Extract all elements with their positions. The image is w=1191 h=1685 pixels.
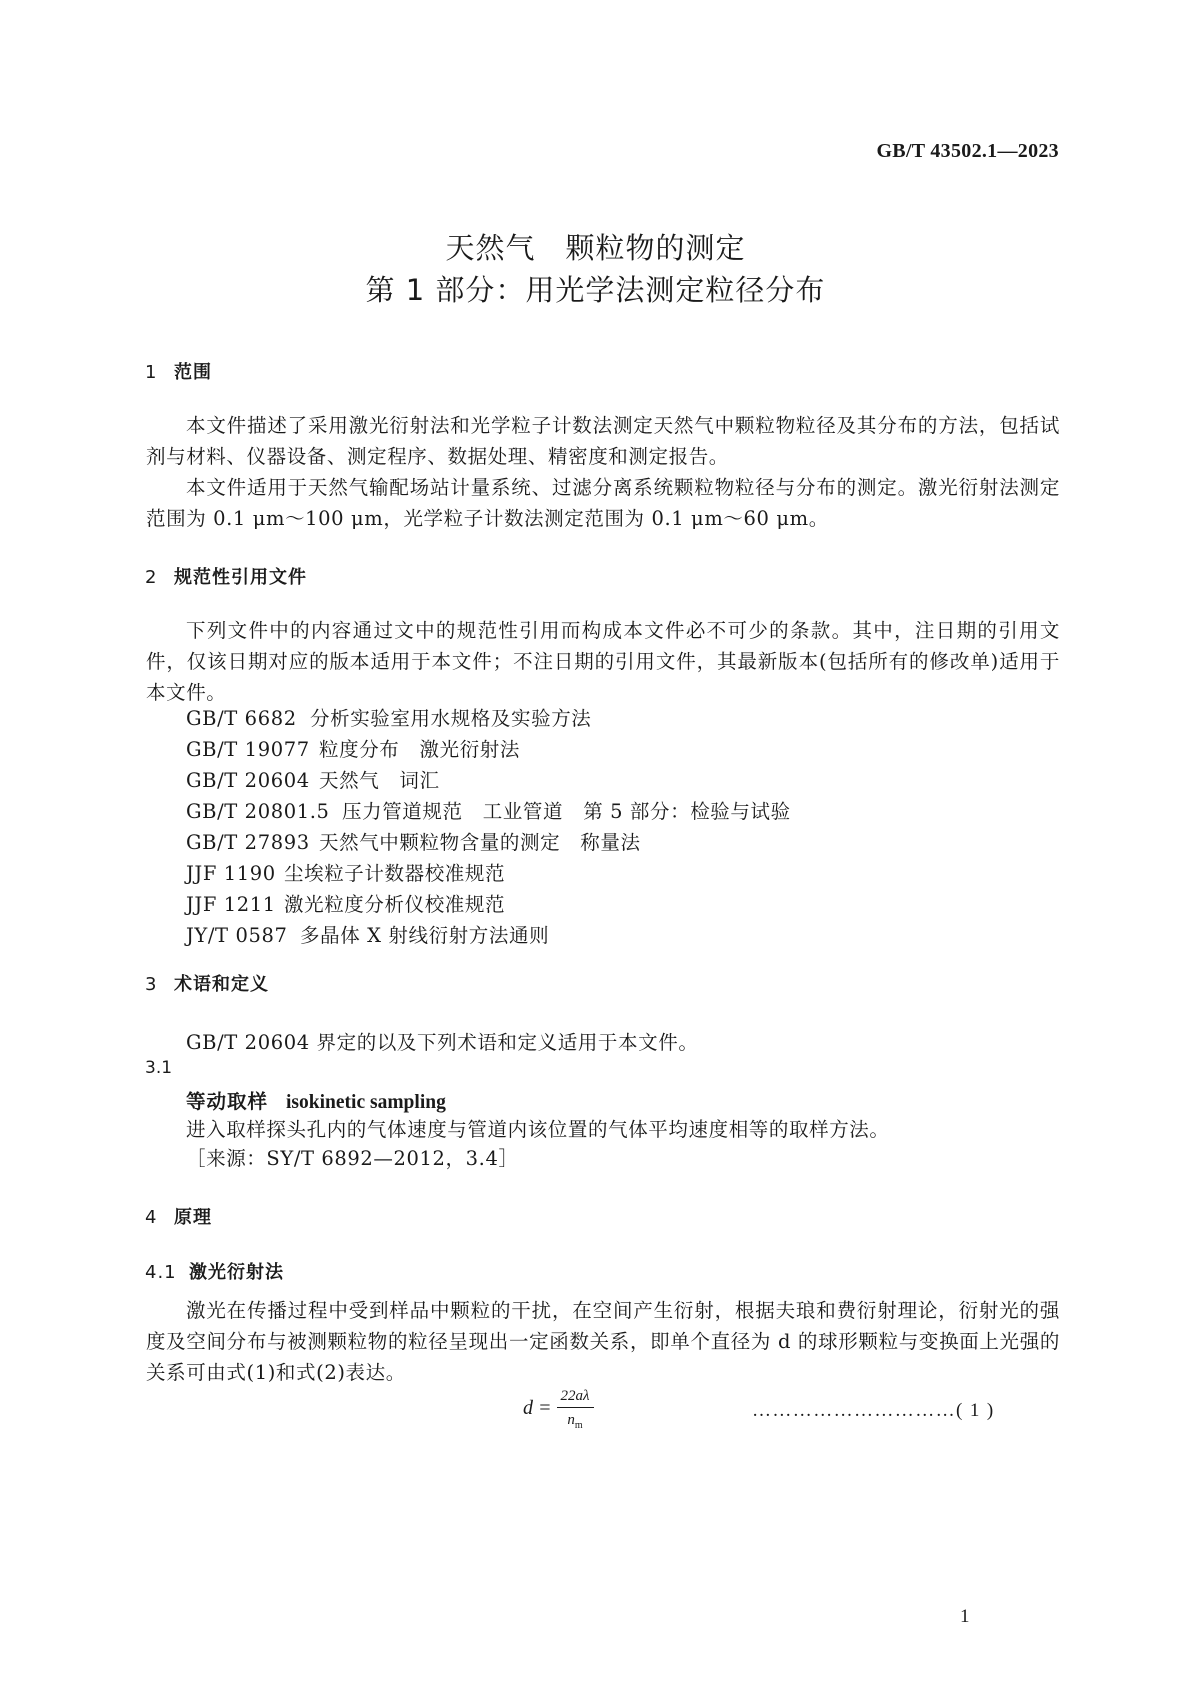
section-1-body	[146, 410, 1060, 534]
section-title: 原理	[174, 1207, 212, 1228]
reference-code: GB/T 19077	[186, 738, 310, 761]
leader-dots: …………………………	[752, 1400, 956, 1421]
formula-denominator-subscript: m	[574, 1420, 583, 1431]
formula-denominator: $n_m$	[567, 1412, 583, 1431]
section-title: 规范性引用文件	[174, 567, 307, 588]
term-english: isokinetic sampling	[286, 1092, 446, 1113]
section-number: 4	[145, 1207, 158, 1228]
reference-code: JJF 1211	[186, 893, 276, 916]
paragraph: 激光在传播过程中受到样品中颗粒的干扰，在空间产生衍射，根据夫琅和费衍射理论，衍射光的强度及空间分布与被测颗粒物的粒径呈现出一定函数关系，即单个直径为 d 的球形颗粒与变换面上光强的关系可由式(1)和式(2)表达。	[146, 1299, 1060, 1384]
document-title-line2: 第 1 部分：用光学法测定粒径分布	[365, 273, 826, 307]
reference-code: JY/T 0587	[186, 924, 288, 947]
page-number: 1	[960, 1606, 970, 1627]
formula-1-leader	[752, 1400, 995, 1422]
reference-code: GB/T 6682	[186, 707, 297, 730]
term-source: ［来源：SY/T 6892—2012，3.4］	[186, 1147, 519, 1170]
reference-code: GB/T 20801.5	[186, 800, 330, 823]
reference-item	[186, 765, 791, 796]
reference-item	[186, 920, 791, 951]
section-4-1-body	[146, 1295, 1060, 1388]
section-title: 术语和定义	[174, 974, 269, 995]
section-2-heading	[145, 563, 307, 589]
reference-title: 天然气中颗粒物含量的测定 称量法	[319, 831, 641, 854]
standard-number: GB/T 43502.1—2023	[876, 140, 1059, 162]
formula-1	[523, 1388, 594, 1431]
reference-item	[186, 889, 791, 920]
reference-title: 分析实验室用水规格及实验方法	[310, 707, 592, 730]
reference-item	[186, 796, 791, 827]
document-title-line1: 天然气 颗粒物的测定	[445, 231, 746, 265]
paragraph: 本文件适用于天然气输配场站计量系统、过滤分离系统颗粒物粒径与分布的测定。激光衍射法测定范围为 0.1 μm～100 μm，光学粒子计数法测定范围为 0.1 μm～60 μm。	[146, 476, 1060, 530]
section-3-heading	[145, 970, 269, 996]
reference-code: JJF 1190	[186, 862, 276, 885]
section-2-intro	[146, 615, 1060, 708]
reference-item	[186, 827, 791, 858]
section-title: 范围	[174, 362, 212, 383]
normative-reference-list	[186, 703, 791, 951]
section-1-heading	[145, 358, 212, 384]
section-4-heading	[145, 1203, 212, 1229]
subsection-title: 激光衍射法	[189, 1262, 284, 1283]
paragraph: 本文件描述了采用激光衍射法和光学粒子计数法测定天然气中颗粒物粒径及其分布的方法，包括试剂与材料、仪器设备、测定程序、数据处理、精密度和测定报告。	[146, 414, 1060, 468]
formula-fraction	[557, 1388, 594, 1431]
clause-number-3-1: 3.1	[145, 1058, 173, 1078]
reference-item	[186, 703, 791, 734]
reference-item	[186, 734, 791, 765]
formula-label: ( 1 )	[956, 1400, 995, 1421]
reference-code: GB/T 20604	[186, 769, 310, 792]
term-chinese: 等动取样	[186, 1090, 269, 1113]
term-entry	[186, 1086, 446, 1114]
reference-title: 压力管道规范 工业管道 第 5 部分：检验与试验	[342, 800, 791, 823]
paragraph: 下列文件中的内容通过文中的规范性引用而构成本文件必不可少的条款。其中，注日期的引用文件，仅该日期对应的版本适用于本文件；不注日期的引用文件，其最新版本(包括所有的修改单)适用于本文件。	[146, 619, 1060, 704]
reference-code: GB/T 27893	[186, 831, 310, 854]
formula-lhs: d =	[523, 1397, 552, 1420]
reference-title: 粒度分布 激光衍射法	[319, 738, 521, 761]
formula-numerator: 22aλ	[557, 1388, 594, 1408]
section-number: 2	[145, 567, 158, 588]
reference-title: 多晶体 X 射线衍射方法通则	[300, 924, 550, 947]
reference-title: 激光粒度分析仪校准规范	[284, 893, 506, 916]
subsection-number: 4.1	[145, 1262, 177, 1283]
reference-title: 天然气 词汇	[319, 769, 440, 792]
section-number: 1	[145, 362, 158, 383]
reference-title: 尘埃粒子计数器校准规范	[284, 862, 506, 885]
reference-item	[186, 858, 791, 889]
section-3-intro: GB/T 20604 界定的以及下列术语和定义适用于本文件。	[186, 1031, 699, 1054]
section-number: 3	[145, 974, 158, 995]
subsection-4-1-heading	[145, 1258, 284, 1284]
term-definition: 进入取样探头孔内的气体速度与管道内该位置的气体平均速度相等的取样方法。	[186, 1118, 890, 1141]
